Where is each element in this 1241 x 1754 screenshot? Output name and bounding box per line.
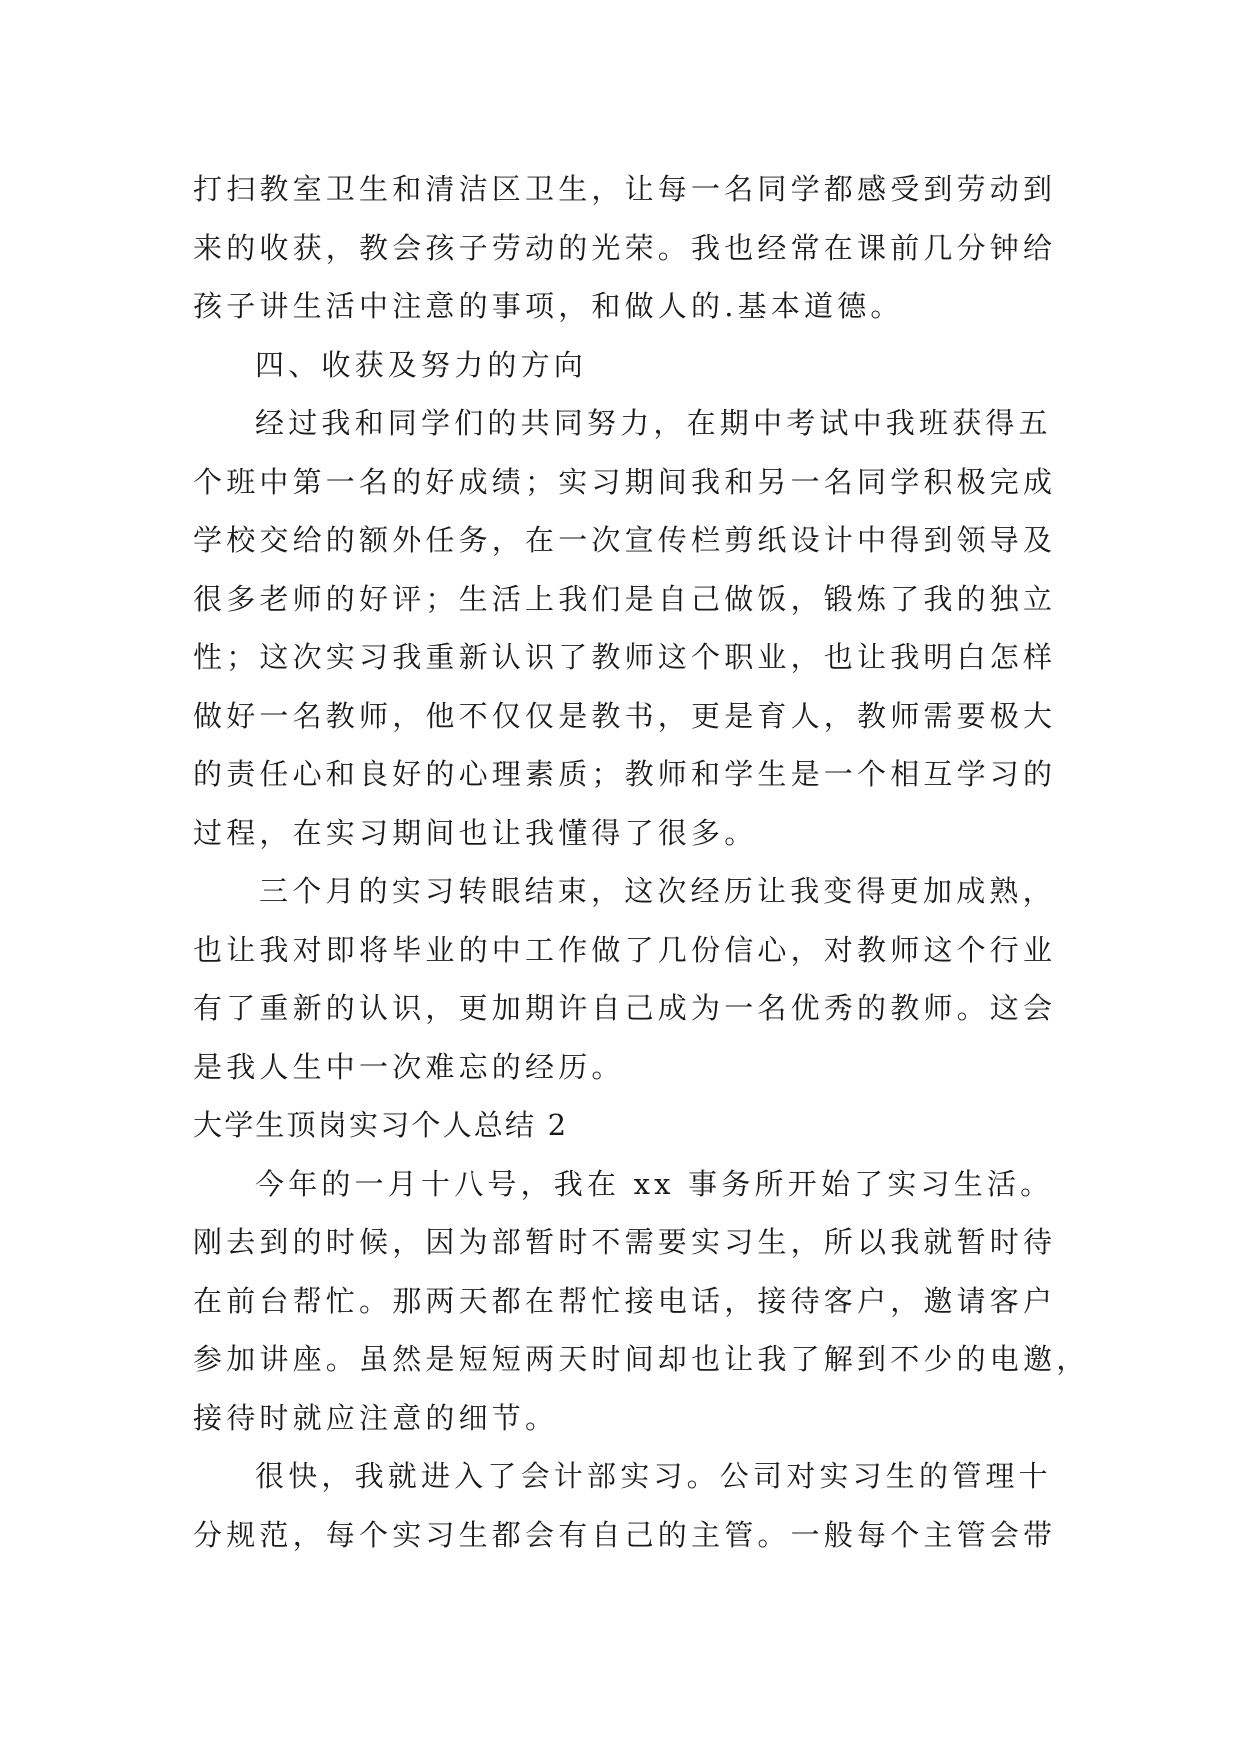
text-line: 刚去到的时候，因为部暂时不需要实习生，所以我就暂时待: [193, 1225, 1057, 1259]
paragraph-start-line: 今年的一月十八号，我在 xx 事务所开始了实习生活。: [255, 1166, 1054, 1201]
text-line: 性；这次实习我重新认识了教师这个职业，也让我明白怎样: [193, 640, 1057, 674]
text-line: 孩子讲生活中注意的事项，和做人的.基本道德。: [193, 289, 904, 323]
text-line: 接待时就应注意的细节。: [193, 1400, 559, 1435]
text-line: 分规范，每个实习生都会有自己的主管。一般每个主管会带: [193, 1517, 1057, 1552]
text-line: 参加讲座。虽然是短短两天时间却也让我了解到不少的电邀，: [193, 1342, 1090, 1376]
paragraph-start-line: 三个月的实习转眼结束，这次经历让我变得更加成熟，: [259, 874, 1056, 908]
text-line: 个班中第一名的好成绩；实习期间我和另一名同学积极完成: [193, 464, 1057, 499]
text-line: 很多老师的好评；生活上我们是自己做饭，锻炼了我的独立: [193, 581, 1057, 616]
text-line: 打扫教室卫生和清洁区卫生，让每一名同学都感受到劳动到: [193, 172, 1057, 206]
text-line: 做好一名教师，他不仅仅是教书，更是育人，教师需要极大: [193, 698, 1057, 733]
text-line: 是我人生中一次难忘的经历。: [193, 1049, 625, 1084]
paragraph-start-line: 经过我和同学们的共同努力，在期中考试中我班获得五: [255, 406, 1052, 440]
text-line: 在前台帮忙。那两天都在帮忙接电话，接待客户，邀请客户: [193, 1283, 1057, 1318]
section-heading: 四、收获及努力的方向: [255, 347, 588, 382]
text-line: 有了重新的认识，更加期许自己成为一名优秀的教师。这会: [193, 991, 1057, 1025]
paragraph-start-line: 很快，我就进入了会计部实习。公司对实习生的管理十: [255, 1459, 1052, 1493]
text-line: 的责任心和良好的心理素质；教师和学生是一个相互学习的: [193, 757, 1057, 791]
text-line: 过程，在实习期间也让我懂得了很多。: [193, 815, 758, 850]
text-line: 来的收获，教会孩子劳动的光荣。我也经常在课前几分钟给: [193, 230, 1057, 265]
document-body: [193, 160, 1090, 1564]
text-line: 也让我对即将毕业的中工作做了几份信心，对教师这个行业: [193, 932, 1057, 967]
text-line: 学校交给的额外任务，在一次宣传栏剪纸设计中得到领导及: [193, 523, 1057, 557]
document-subtitle: 大学生顶岗实习个人总结 2: [193, 1108, 569, 1142]
